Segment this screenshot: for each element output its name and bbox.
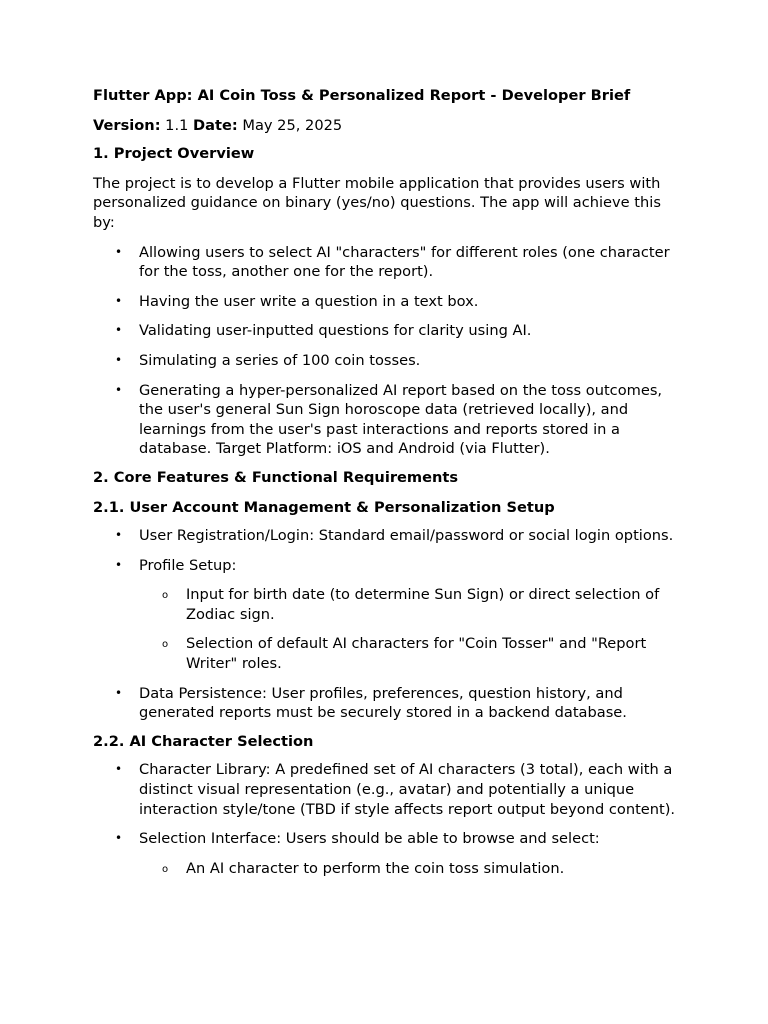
selection-interface-sublist bbox=[139, 859, 678, 879]
list-item-text: Selection Interface: Users should be able to browse and select: bbox=[139, 830, 600, 848]
list-item bbox=[115, 760, 678, 819]
list-item bbox=[115, 321, 678, 341]
profile-setup-sublist bbox=[139, 585, 678, 673]
list-item-text: Data Persistence: User profiles, preferences, question history, and generated reports must be securely stored in a backend database. bbox=[139, 684, 627, 722]
subsection-heading-user-account: 2.1. User Account Management & Personalization Setup bbox=[93, 498, 555, 516]
project-overview-intro: The project is to develop a Flutter mobile application that provides users with personalized guidance on binary (yes/no) questions. The app will achieve this by: bbox=[93, 174, 661, 231]
list-item-text: Generating a hyper-personalized AI report based on the toss outcomes, the user's general Sun Sign horoscope data (retrieved locally), and learnings from the user's past interactions and reports stored in a database. Target Platform: iOS and Android (via Flutter). bbox=[139, 381, 663, 458]
sub-bullet-icon: o bbox=[162, 863, 169, 875]
list-item bbox=[115, 351, 678, 371]
version-label: Version: bbox=[93, 116, 161, 134]
ai-character-list bbox=[93, 760, 678, 878]
list-item bbox=[115, 556, 678, 674]
bullet-icon: • bbox=[115, 352, 123, 367]
list-item bbox=[115, 526, 678, 546]
bullet-icon: • bbox=[115, 557, 123, 572]
user-account-list bbox=[93, 526, 678, 723]
date-label: Date: bbox=[193, 116, 238, 134]
subsection-heading-ai-character-selection: 2.2. AI Character Selection bbox=[93, 732, 314, 750]
list-item bbox=[115, 243, 678, 282]
sublist-item-text: Input for birth date (to determine Sun Sign) or direct selection of Zodiac sign. bbox=[186, 586, 660, 623]
list-item bbox=[115, 292, 678, 312]
sublist-item bbox=[162, 585, 678, 624]
bullet-icon: • bbox=[115, 382, 123, 397]
bullet-icon: • bbox=[115, 323, 123, 338]
list-item-text: Character Library: A predefined set of AI characters (3 total), each with a distinct visual representation (e.g., avatar) and potentially a unique interaction style/tone (TBD if style affects report output beyond content). bbox=[139, 761, 676, 818]
bullet-icon: • bbox=[115, 685, 123, 700]
sublist-item-text: An AI character to perform the coin toss simulation. bbox=[186, 859, 565, 877]
bullet-icon: • bbox=[115, 762, 123, 777]
bullet-icon: • bbox=[115, 831, 123, 846]
bullet-icon: • bbox=[115, 244, 123, 259]
sublist-item-text: Selection of default AI characters for "Coin Tosser" and "Report Writer" roles. bbox=[186, 635, 647, 673]
list-item bbox=[115, 381, 678, 459]
document-title: Flutter App: AI Coin Toss & Personalized Report - Developer Brief bbox=[93, 87, 631, 104]
list-item bbox=[115, 829, 678, 878]
list-item bbox=[115, 684, 678, 723]
project-overview-list bbox=[93, 243, 678, 459]
list-item-text: Simulating a series of 100 coin tosses. bbox=[139, 351, 421, 369]
document-meta bbox=[93, 116, 678, 136]
bullet-icon: • bbox=[115, 528, 123, 543]
list-item-text: Having the user write a question in a text box. bbox=[139, 292, 479, 310]
sublist-item bbox=[162, 859, 678, 879]
list-item-text: User Registration/Login: Standard email/password or social login options. bbox=[139, 527, 674, 545]
sub-bullet-icon: o bbox=[162, 590, 169, 602]
date-value: May 25, 2025 bbox=[237, 116, 343, 134]
sublist-item bbox=[162, 634, 678, 673]
list-item-text: Validating user-inputted questions for clarity using AI. bbox=[139, 322, 532, 340]
bullet-icon: • bbox=[115, 293, 123, 308]
list-item-text: Profile Setup: bbox=[139, 556, 237, 574]
list-item-text: Allowing users to select AI "characters" for different roles (one character for the toss, another one for the report). bbox=[139, 243, 670, 281]
version-value: 1.1 bbox=[160, 116, 194, 134]
section-heading-core-features: 2. Core Features & Functional Requirements bbox=[93, 468, 459, 486]
section-heading-project-overview: 1. Project Overview bbox=[93, 145, 255, 163]
sub-bullet-icon: o bbox=[162, 639, 169, 651]
